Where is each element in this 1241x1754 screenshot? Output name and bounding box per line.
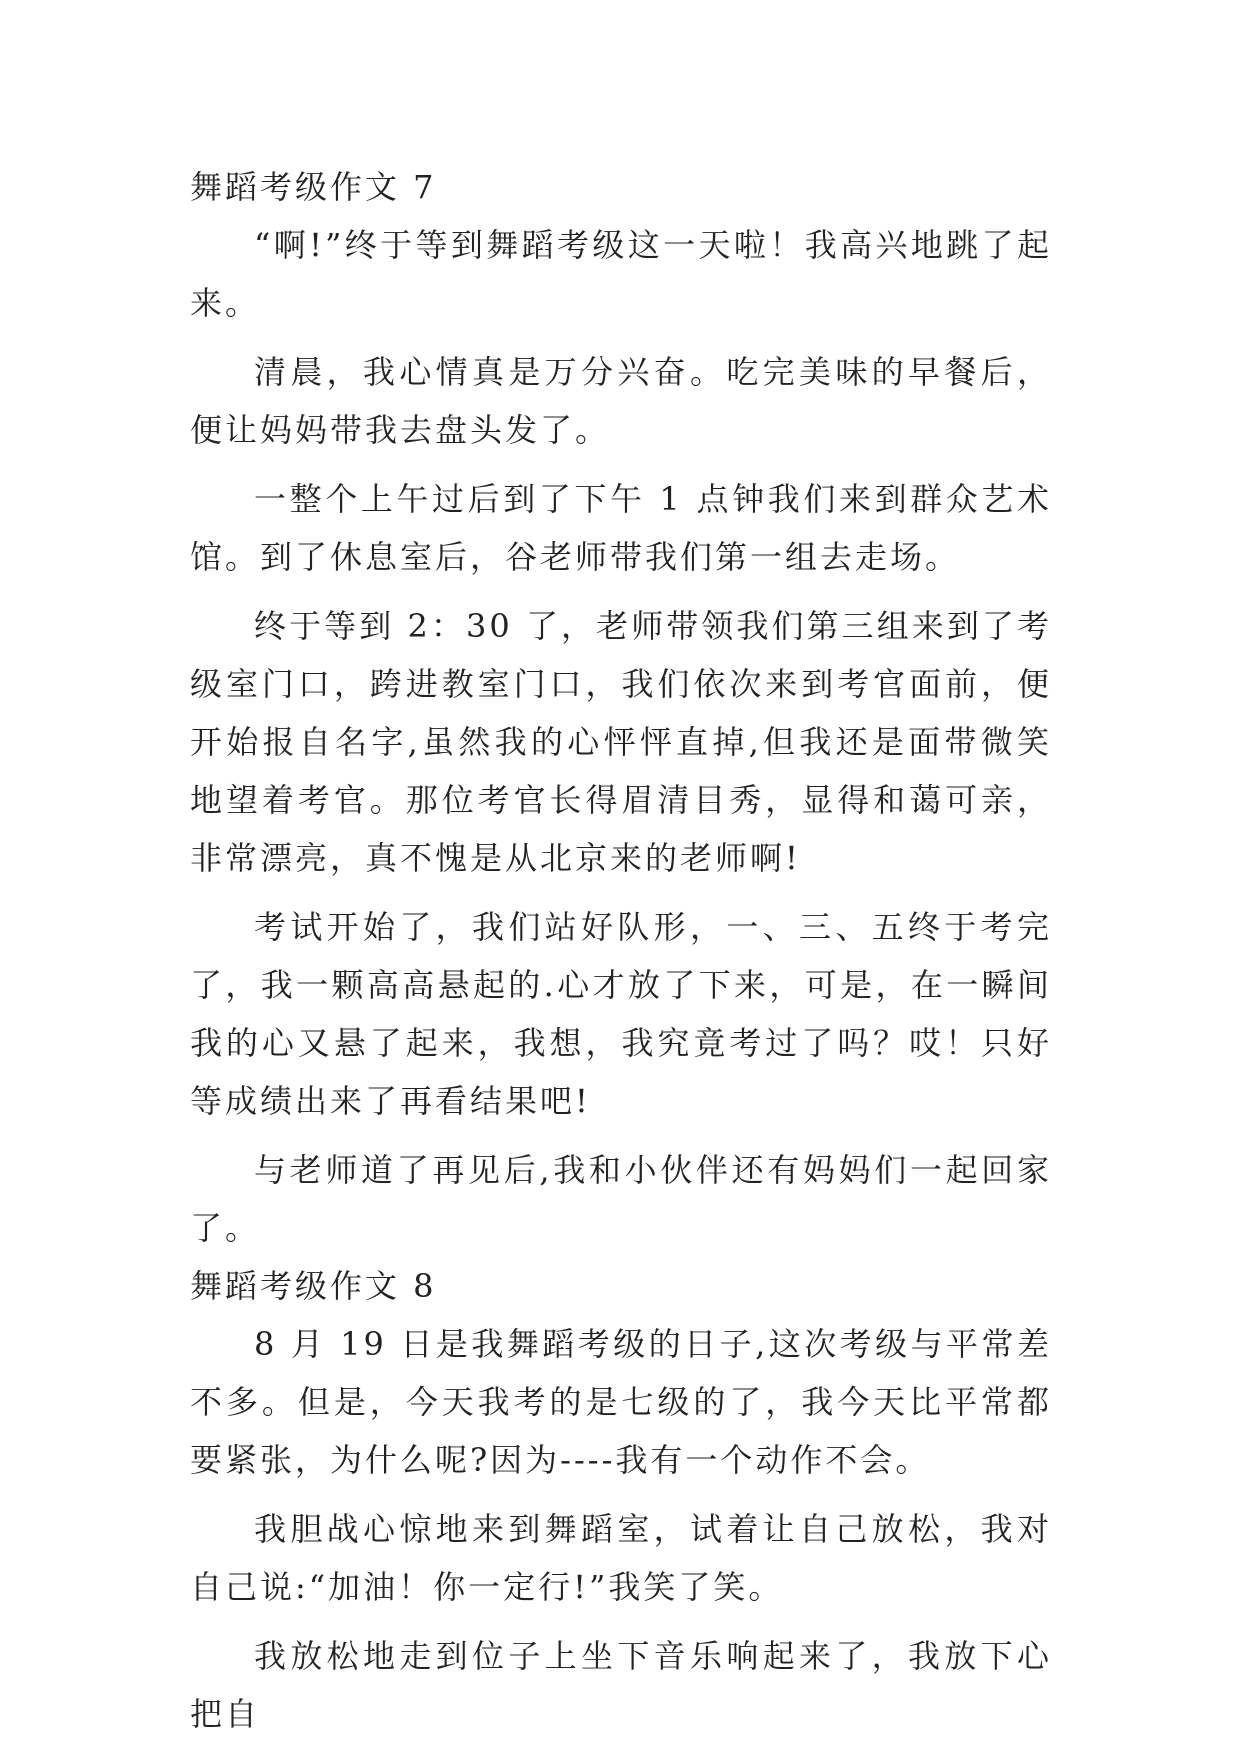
essay-7-paragraph-5: 考试开始了，我们站好队形，一、三、五终于考完了，我一颗高高悬起的.心才放了下来，可是，在一瞬间我的心又悬了起来，我想，我究竟考过了吗？哎！只好等成绩出来了再看结果吧! <box>190 908 1052 1120</box>
essay-title-7: 舞蹈考级作文 7 <box>190 168 437 206</box>
document-body <box>190 158 1052 1754</box>
essay-8-paragraph-2: 我胆战心惊地来到舞蹈室，试着让自己放松，我对自己说:“加油！你一定行!”我笑了笑。 <box>190 1510 1052 1606</box>
essay-7-paragraph-4: 终于等到 2：30 了，老师带领我们第三组来到了考级室门口，跨进教室门口，我们依次来到考官面前，便开始报自名字,虽然我的心怦怦直掉,但我还是面带微笑地望着考官。那位考官长得眉清目秀，显得和蔼可亲，非常漂亮，真不愧是从北京来的老师啊! <box>190 607 1052 877</box>
essay-7-paragraph-3: 一整个上午过后到了下午 1 点钟我们来到群众艺术馆。到了休息室后，谷老师带我们第一组去走场。 <box>190 480 1052 576</box>
essay-7-paragraph-1: “啊!”终于等到舞蹈考级这一天啦！我高兴地跳了起来。 <box>190 226 1052 322</box>
essay-7-paragraph-6: 与老师道了再见后,我和小伙伴还有妈妈们一起回家了。 <box>190 1151 1052 1247</box>
essay-8-paragraph-1: 8 月 19 日是我舞蹈考级的日子,这次考级与平常差不多。但是，今天我考的是七级的了，我今天比平常都要紧张，为什么呢?因为----我有一个动作不会。 <box>190 1325 1052 1479</box>
essay-8-paragraph-3: 我放松地走到位子上坐下音乐响起来了，我放下心把自 <box>190 1637 1052 1733</box>
essay-7-paragraph-2: 清晨，我心情真是万分兴奋。吃完美味的早餐后，便让妈妈带我去盘头发了。 <box>190 353 1052 449</box>
essay-title-8: 舞蹈考级作文 8 <box>190 1267 437 1305</box>
